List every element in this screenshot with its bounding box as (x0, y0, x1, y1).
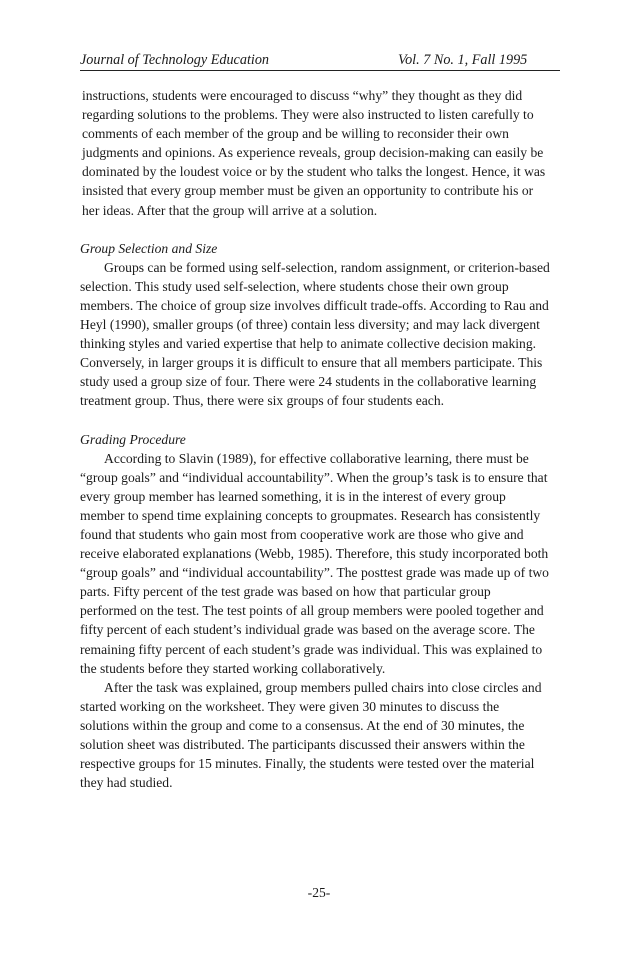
body-text (80, 86, 550, 792)
paragraph-task-procedure: After the task was explained, group members pulled chairs into close circles and started working on the worksheet. They were given 30 minutes to discuss the solutions within the group and come to a consensus. At the end of 30 minutes, the solution sheet was distributed. The participants discussed their answers within the respective groups for 15 minutes. Finally, the students were tested over the material they had studied. (80, 679, 542, 791)
volume-info: Vol. 7 No. 1, Fall 1995 (398, 52, 528, 68)
paragraph-gap (80, 411, 550, 430)
journal-title: Journal of Technology Education (80, 52, 270, 68)
page-number: -25- (307, 885, 331, 900)
paragraph-grading-procedure: According to Slavin (1989), for effective collaborative learning, there must be “group goals” and “individual accountability”. When the group’s task is to ensure that every group member has learned something, it is in the interest of every group member to spend time explaining concepts to groupmates. Research has consistently found that students who gain most from cooperative work are those who give and receive elaborated explanations (Webb, 1985). Therefore, this study incorporated both “group goals” and “individual accountability”. The posttest grade was made up of two parts. Fifty percent of the test grade was based on how that particular group performed on the test. The test points of all group members were pooled together and fifty percent of each student’s individual grade was based on the average score. The remaining fifty percent of each student’s grade was individual. This was explained to the students before they started working collaboratively. (80, 450, 549, 676)
section-heading-grading-procedure: Grading Procedure (80, 431, 186, 447)
paragraph-group-selection: Groups can be formed using self-selection, random assignment, or criterion-based selection. This study used self-selection, where students chose their own group members. The choice of group size involves difficult trade-offs. According to Rau and Heyl (1990), smaller groups (of three) contain less diversity; and may lack divergent thinking styles and varied expertise that help to animate collective decision making. Conversely, in larger groups it is difficult to ensure that all members participate. This study used a group size of four. There were 24 students in the collaborative learning treatment group. Thus, there were six groups of four students each. (80, 259, 550, 409)
paragraph-gap (80, 220, 550, 239)
running-header (80, 50, 560, 71)
section-heading-group-selection: Group Selection and Size (80, 240, 218, 256)
paragraph-continuation: instructions, students were encouraged to discuss “why” they thought as they did regarding solutions to the problems. They were also instructed to listen carefully to comments of each member of the group and be willing to reconsider their own judgments and opinions. As experience reveals, group decision-making can easily be dominated by the loudest voice or by the student who talks the longest. Hence, it was insisted that every group member must be given an opportunity to contribute his or her ideas. After that the group will arrive at a solution. (82, 88, 546, 218)
